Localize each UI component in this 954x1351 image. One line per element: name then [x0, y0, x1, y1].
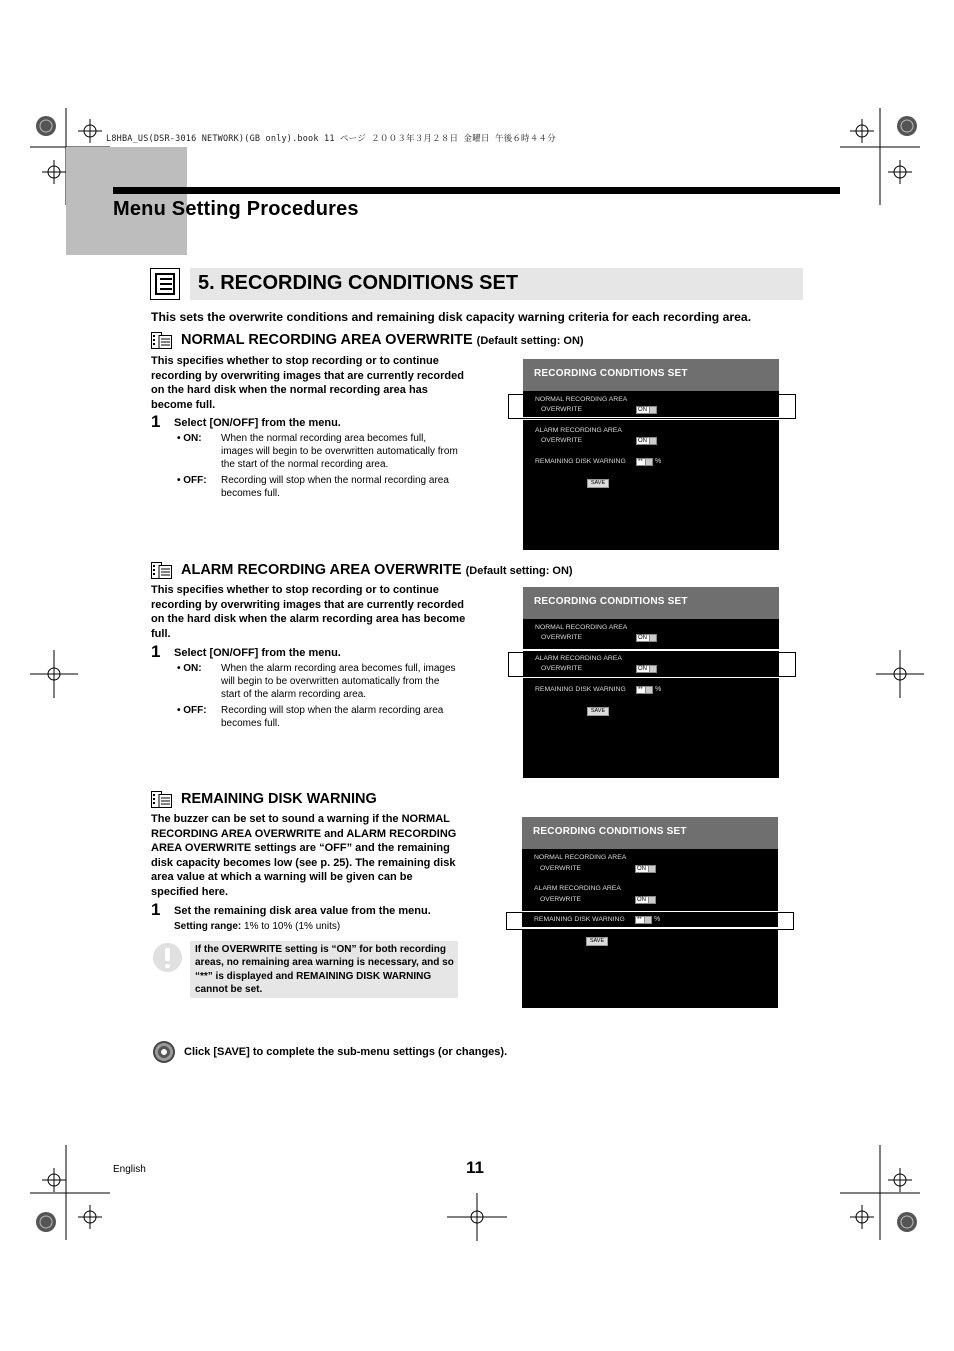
highlight-frame	[508, 394, 796, 419]
screen-alarm-label: ALARM RECORDING AREA	[535, 655, 622, 662]
alarm-off-key: • OFF:	[177, 705, 207, 716]
alarm-on-item	[177, 662, 457, 702]
alarm-overwrite-title: ALARM RECORDING AREA OVERWRITE	[181, 562, 462, 578]
screen-warning-label: REMAINING DISK WARNING	[535, 458, 626, 465]
alarm-step-text: Select [ON/OFF] from the menu.	[174, 647, 341, 659]
submenu-icon	[151, 791, 172, 808]
remaining-warning-title: REMAINING DISK WARNING	[181, 791, 377, 807]
normal-off-item	[177, 474, 457, 502]
screen-warning-select[interactable]	[636, 458, 653, 466]
screen-alarm-overwrite-label: OVERWRITE	[541, 437, 583, 444]
screen-percent: %	[654, 916, 661, 923]
alarm-step-number: 1	[151, 642, 161, 661]
footer-language: English	[113, 1164, 146, 1175]
screen-alarm-overwrite-select[interactable]	[636, 437, 657, 445]
screen-normal-overwrite	[523, 359, 779, 550]
alarm-on-key: • ON:	[177, 663, 202, 674]
screen-normal-label: NORMAL RECORDING AREA	[534, 854, 627, 861]
select-value: ON	[638, 635, 647, 641]
select-value: ON	[638, 407, 647, 413]
screen-title: RECORDING CONDITIONS SET	[534, 596, 688, 607]
final-instruction: Click [SAVE] to complete the sub-menu settings (or changes).	[184, 1046, 508, 1058]
caution-icon	[153, 943, 182, 972]
select-value: **	[638, 687, 643, 693]
select-value: ON	[638, 666, 647, 672]
normal-overwrite-title: NORMAL RECORDING AREA OVERWRITE	[181, 332, 473, 348]
normal-step-text: Select [ON/OFF] from the menu.	[174, 417, 341, 429]
screen-save-button[interactable]: SAVE	[587, 707, 609, 716]
alarm-on-text: When the alarm recording area becomes full, images will begin to be overwritten automatically from the start of the alarm recording area.	[221, 663, 456, 700]
normal-description: This specifies whether to stop recording or to continue recording by overwriting images that are currently recorded on the hard disk when the normal recording area has become full.	[151, 355, 464, 411]
dropdown-arrow-icon	[649, 635, 656, 641]
select-value: ON	[637, 866, 646, 872]
normal-overwrite-heading	[181, 332, 584, 348]
alarm-description: This specifies whether to stop recording or to continue recording by overwriting images that are currently recorded on the hard disk when the alarm recording area has become full.	[151, 584, 466, 640]
menu-list-icon	[150, 268, 180, 300]
screen-normal-overwrite-label: OVERWRITE	[540, 865, 582, 872]
screen-normal-overwrite-select[interactable]	[635, 865, 656, 873]
remaining-step-text: Set the remaining disk area value from the menu.	[174, 905, 431, 917]
screen-warning-select[interactable]	[636, 686, 653, 694]
screen-warning-label: REMAINING DISK WARNING	[535, 686, 626, 693]
screen-normal-overwrite-select[interactable]	[636, 634, 657, 642]
setting-range-value: 1% to 10% (1% units)	[244, 921, 341, 932]
alarm-overwrite-heading	[181, 562, 573, 578]
page-heading: Menu Setting Procedures	[113, 198, 359, 220]
select-value: **	[637, 917, 642, 923]
intro-text: This sets the overwrite conditions and remaining disk capacity warning criteria for each recording area.	[151, 310, 752, 324]
screen-alarm-overwrite-label: OVERWRITE	[540, 896, 582, 903]
page-number: 11	[466, 1158, 484, 1177]
select-value: **	[638, 459, 643, 465]
select-value: ON	[638, 438, 647, 444]
setting-range	[174, 921, 340, 932]
screen-alarm-overwrite-select[interactable]	[635, 896, 656, 904]
dropdown-arrow-icon	[648, 897, 655, 903]
highlight-frame	[506, 912, 794, 930]
remaining-description: The buzzer can be set to sound a warning if the NORMAL RECORDING AREA OVERWRITE and ALARM RECORDING AREA OVERWRITE settings are “OFF” and the remaining disk capacity becomes low (see p. 25). The remaining disk area value at which a warning will be given can be specified here.	[151, 813, 457, 898]
section-title: 5. RECORDING CONDITIONS SET	[198, 272, 519, 294]
alarm-default-setting: (Default setting: ON)	[465, 565, 573, 577]
screen-alarm-label: ALARM RECORDING AREA	[534, 885, 621, 892]
screen-alarm-overwrite	[523, 587, 779, 778]
screen-save-button[interactable]: SAVE	[587, 479, 609, 488]
normal-step-number: 1	[151, 412, 161, 431]
normal-on-item	[177, 432, 457, 472]
screen-save-button[interactable]: SAVE	[586, 937, 608, 946]
screen-alarm-overwrite-label: OVERWRITE	[541, 665, 583, 672]
screen-normal-overwrite-label: OVERWRITE	[541, 634, 583, 641]
normal-default-setting: (Default setting: ON)	[476, 335, 584, 347]
screen-normal-label: NORMAL RECORDING AREA	[535, 624, 628, 631]
submenu-icon	[151, 332, 172, 349]
normal-on-text: When the normal recording area becomes full, images will begin to be overwritten automatically from the start of the normal recording area.	[221, 433, 458, 470]
dropdown-arrow-icon	[645, 687, 652, 693]
normal-off-text: Recording will stop when the normal recording area becomes full.	[221, 475, 449, 499]
setting-range-label: Setting range:	[174, 921, 242, 932]
screen-separator	[523, 649, 779, 651]
dropdown-arrow-icon	[645, 459, 652, 465]
screen-normal-overwrite-label: OVERWRITE	[541, 406, 583, 413]
screen-warning-label: REMAINING DISK WARNING	[534, 916, 625, 923]
submenu-icon	[151, 562, 172, 579]
screen-title: RECORDING CONDITIONS SET	[533, 826, 687, 837]
heading-rule	[113, 187, 840, 194]
dropdown-arrow-icon	[649, 438, 656, 444]
screen-alarm-label: ALARM RECORDING AREA	[535, 427, 622, 434]
highlight-frame	[508, 652, 796, 677]
normal-off-key: • OFF:	[177, 475, 207, 486]
disc-bullet-icon	[153, 1041, 175, 1063]
screen-title: RECORDING CONDITIONS SET	[534, 368, 688, 379]
screen-percent: %	[655, 686, 662, 693]
screen-percent: %	[655, 458, 662, 465]
print-header-file-line: L8HBA_US(DSR-3016 NETWORK)(GB only).book 11 ページ ２００３年３月２８日 金曜日 午後６時４４分	[106, 134, 556, 144]
select-value: ON	[637, 897, 646, 903]
remaining-step-number: 1	[151, 900, 161, 919]
normal-on-key: • ON:	[177, 433, 202, 444]
alarm-off-text: Recording will stop when the alarm recording area becomes full.	[221, 705, 444, 729]
dropdown-arrow-icon	[648, 866, 655, 872]
note-text: If the OVERWRITE setting is “ON” for both recording areas, no remaining area warning is necessary, and so “**” is displayed and REMAINING DISK WARNING cannot be set.	[195, 944, 454, 995]
alarm-off-item	[177, 704, 457, 732]
screen-normal-label: NORMAL RECORDING AREA	[535, 396, 628, 403]
